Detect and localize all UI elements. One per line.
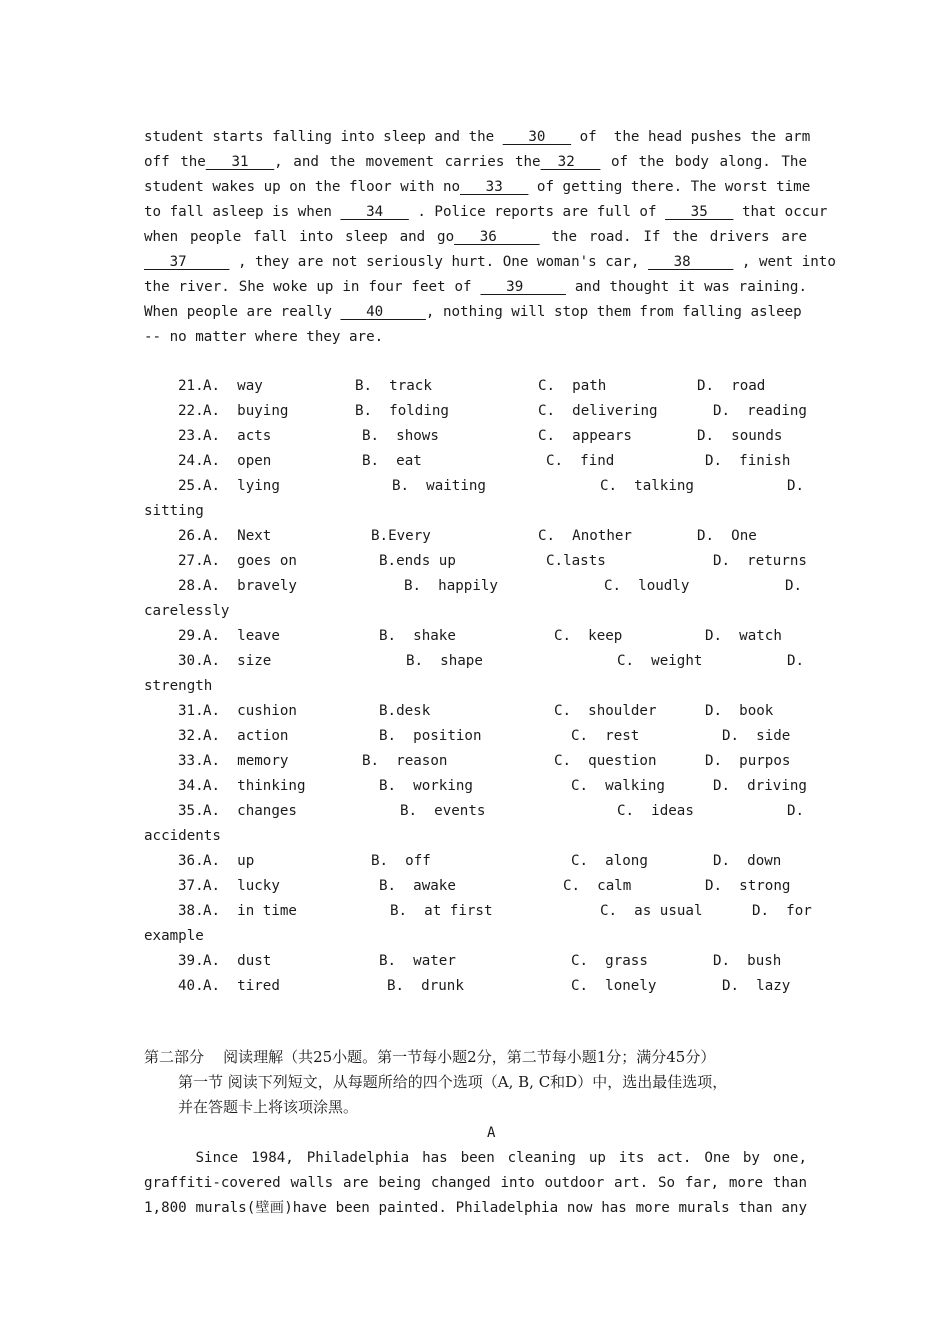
option-b: B. eat [362,453,422,469]
option-row [0,474,950,499]
passage-line [144,300,807,325]
option-a: A. thinking [203,778,306,794]
option-d-continued: carelessly [144,603,230,619]
passage-text: , they are not seriously hurt. One woman's car, [229,254,648,270]
option-c: C. path [538,378,607,394]
answer-blank: ___30___ [502,129,572,145]
option-a: A. open [203,453,272,469]
option-wrap-line [0,499,950,524]
option-d: D. book [705,703,774,719]
passage-text: of the body along. The [600,154,807,170]
option-d: D. for [752,903,812,919]
option-b: B. reason [362,753,448,769]
answer-blank: __32___ [540,154,601,170]
option-a: A. up [203,853,255,869]
option-d-continued: accidents [144,828,221,844]
question-number: 26. [178,528,204,544]
option-row [0,724,950,749]
option-c: C. ideas [617,803,694,819]
option-d: D. purpos [705,753,791,769]
option-c: C. calm [563,878,632,894]
passage-line [144,275,807,300]
option-row [0,574,950,599]
passage-line [144,325,807,350]
reading-line: graffiti-covered walls are being changed into outdoor art. So far, more than [144,1175,807,1191]
option-row [0,849,950,874]
question-number: 34. [178,778,204,794]
option-c: C. weight [617,653,703,669]
question-number: 40. [178,978,204,994]
question-number: 39. [178,953,204,969]
option-b: B. position [379,728,482,744]
question-number: 36. [178,853,204,869]
option-c: C. walking [571,778,665,794]
option-b: B. happily [404,578,498,594]
option-d-continued: example [144,928,204,944]
option-c: C. keep [554,628,623,644]
option-d: D. [785,578,803,594]
option-b: B. off [371,853,431,869]
question-number: 25. [178,478,204,494]
reading-line: Since 1984, Philadelphia has been cleaning up its act. One by one, [144,1150,807,1166]
passage-text: -- no matter where they are. [144,329,384,345]
option-c: C. loudly [604,578,690,594]
option-c: C. appears [538,428,632,444]
question-number: 37. [178,878,204,894]
option-d: D. sounds [697,428,783,444]
option-a: A. lucky [203,878,280,894]
option-a: A. size [203,653,272,669]
option-b: B. working [379,778,473,794]
option-row [0,424,950,449]
passage-text: and thought it was raining. [565,279,808,295]
option-row [0,874,950,899]
option-c: C. Another [538,528,632,544]
passage-text: , went into [733,254,836,270]
option-c: C. find [546,453,615,469]
option-a: A. way [203,378,263,394]
passage-text: the road. If the drivers are [539,229,807,245]
passage-line [144,125,811,150]
section-instruction-line-1: 第一节 阅读下列短文，从每题所给的四个选项（A, B, C和D）中，选出最佳选项， [178,1073,728,1091]
option-wrap-line [0,924,950,949]
option-d: D. [787,478,805,494]
question-number: 29. [178,628,204,644]
reading-line: 1,800 murals(壁画)have been painted. Philadelphia now has more murals than any [144,1200,807,1216]
option-a: A. changes [203,803,297,819]
question-number: 35. [178,803,204,819]
option-c: C. as usual [600,903,703,919]
option-b: B. drunk [387,978,464,994]
answer-blank: ___37_____ [144,254,230,270]
option-row [0,949,950,974]
option-row [0,699,950,724]
option-d: D. road [697,378,766,394]
option-d-continued: strength [144,678,213,694]
question-number: 22. [178,403,204,419]
question-number: 27. [178,553,204,569]
option-b: B.desk [379,703,431,719]
option-a: A. memory [203,753,289,769]
option-b: B. shake [379,628,456,644]
section-heading: 第二部分 阅读理解（共25小题。第一节每小题2分，第二节每小题1分；满分45分） [144,1048,716,1066]
option-b: B. shows [362,428,439,444]
option-c: C. shoulder [554,703,657,719]
passage-text: to fall asleep is when [144,204,341,220]
option-row [0,649,950,674]
passage-text: . Police reports are full of [408,204,666,220]
passage-line [144,250,836,275]
passage-text: When people are really [144,304,341,320]
option-c: C. question [554,753,657,769]
option-c: C. delivering [538,403,658,419]
question-number: 33. [178,753,204,769]
option-b: B.Every [371,528,431,544]
answer-blank: ___35___ [665,204,734,220]
option-row [0,774,950,799]
option-row [0,399,950,424]
option-d: D. [787,653,805,669]
passage-text: student starts falling into sleep and the [144,129,503,145]
option-row [0,549,950,574]
passage-text: the river. She woke up in four feet of [144,279,481,295]
option-d: D. strong [705,878,791,894]
option-b: B.ends up [379,553,456,569]
passage-text: off the [144,154,206,170]
passage-text: , and the movement carries the [274,154,541,170]
option-d: D. side [722,728,791,744]
option-a: A. in time [203,903,297,919]
option-a: A. buying [203,403,289,419]
passage-text: when people fall into sleep and go [144,229,455,245]
option-b: B. track [355,378,432,394]
option-row [0,449,950,474]
option-row [0,974,950,999]
option-a: A. goes on [203,553,297,569]
option-a: A. dust [203,953,272,969]
option-c: C. grass [571,953,648,969]
option-b: B. at first [390,903,493,919]
question-number: 38. [178,903,204,919]
option-wrap-line [0,674,950,699]
option-row [0,899,950,924]
option-c: C. along [571,853,648,869]
option-b: B. shape [406,653,483,669]
option-d: D. watch [705,628,782,644]
option-a: A. cushion [203,703,297,719]
option-wrap-line [0,824,950,849]
passage-text: student wakes up on the floor with no [144,179,461,195]
option-d: D. One [697,528,757,544]
option-wrap-line [0,599,950,624]
option-d: D. finish [705,453,791,469]
option-row [0,524,950,549]
question-number: 30. [178,653,204,669]
section-instruction-line-2: 并在答题卡上将该项涂黑。 [178,1098,359,1116]
question-number: 32. [178,728,204,744]
option-d: D. driving [713,778,807,794]
option-d: D. returns [713,553,807,569]
passage-line [144,150,807,175]
answer-blank: ___39_____ [480,279,566,295]
answer-blank: ___40_____ [340,304,426,320]
option-row [0,624,950,649]
option-c: C. talking [600,478,694,494]
option-d: D. reading [713,403,807,419]
option-b: B. awake [379,878,456,894]
option-d: D. [787,803,805,819]
option-d-continued: sitting [144,503,204,519]
answer-blank: ___33___ [460,179,529,195]
passage-text: of getting there. The worst time [528,179,811,195]
option-b: B. water [379,953,456,969]
answer-blank: ___31___ [205,154,275,170]
option-a: A. action [203,728,289,744]
option-row [0,749,950,774]
option-c: C.lasts [546,553,606,569]
passage-line [144,200,828,225]
option-a: A. Next [203,528,272,544]
option-b: B. events [400,803,486,819]
passage-line [144,175,811,200]
option-d: D. down [713,853,782,869]
option-a: A. tired [203,978,280,994]
passage-text: that occur [733,204,828,220]
option-a: A. leave [203,628,280,644]
option-a: A. lying [203,478,280,494]
question-number: 23. [178,428,204,444]
question-number: 31. [178,703,204,719]
option-a: A. acts [203,428,272,444]
option-row [0,799,950,824]
answer-blank: ___36_____ [454,229,540,245]
option-row [0,374,950,399]
option-b: B. folding [355,403,449,419]
passage-label: A [487,1125,496,1141]
question-number: 28. [178,578,204,594]
option-d: D. lazy [722,978,791,994]
option-c: C. lonely [571,978,657,994]
answer-blank: ___38_____ [647,254,734,270]
passage-text: , nothing will stop them from falling asleep [425,304,802,320]
option-d: D. bush [713,953,782,969]
passage-text: of the head pushes the arm [571,129,811,145]
option-c: C. rest [571,728,640,744]
option-b: B. waiting [392,478,486,494]
question-number: 21. [178,378,204,394]
option-a: A. bravely [203,578,297,594]
passage-line [144,225,807,250]
question-number: 24. [178,453,204,469]
answer-blank: ___34___ [340,204,409,220]
